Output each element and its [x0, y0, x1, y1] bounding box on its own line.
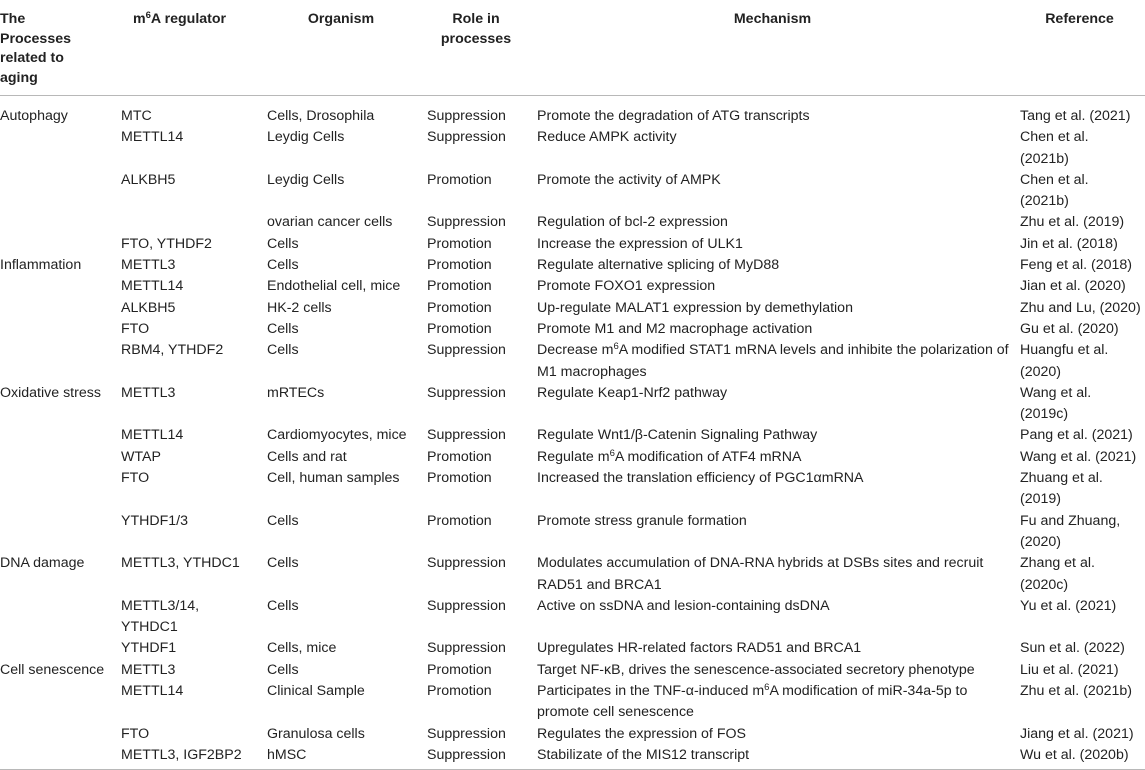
cell-process — [0, 212, 115, 233]
cell-process — [0, 724, 115, 745]
cell-reference: Wang et al. (2019c) — [1020, 384, 1092, 423]
cell-mechanism-sup: 6 — [764, 682, 770, 694]
cell-role: Promotion — [427, 299, 492, 316]
cell-process: Cell senescence — [0, 661, 105, 678]
table-row — [0, 276, 1145, 297]
cell-organism: Granulosa cells — [267, 725, 365, 742]
table-row — [0, 319, 1145, 340]
cell-reference: Chen et al. (2021b) — [1020, 171, 1089, 210]
cell-mechanism-text: A modified STAT1 mRNA levels and inhibite the polarization of M1 macrophages — [537, 342, 1009, 380]
cell-mechanism: Promote stress granule formation — [537, 512, 747, 529]
cell-mechanism: Regulation of bcl-2 expression — [537, 214, 728, 231]
cell-reference: Sun et al. (2022) — [1020, 640, 1125, 657]
cell-organism: Cells and rat — [267, 448, 347, 465]
table-header — [0, 6, 1145, 96]
cell-regulator: METTL14 — [121, 683, 184, 700]
cell-reference: Liu et al. (2021) — [1020, 661, 1119, 678]
cell-regulator — [115, 212, 261, 233]
table-row — [0, 745, 1145, 770]
cell-role: Promotion — [427, 235, 492, 252]
cell-role: Suppression — [421, 745, 531, 770]
table-row — [0, 340, 1145, 383]
cell-process — [0, 447, 115, 468]
header-mechanism — [531, 6, 1014, 96]
cell-mechanism-prefix: Participates in the TNF-α-induced m — [537, 683, 765, 700]
cell-mechanism: Up-regulate MALAT1 expression by demethylation — [537, 299, 853, 316]
table-row — [0, 170, 1145, 213]
cell-process — [0, 276, 115, 297]
table-row — [0, 553, 1145, 596]
cell-process — [0, 298, 115, 319]
table-row — [0, 96, 1145, 128]
cell-reference: Zhang et al. (2020c) — [1020, 555, 1095, 593]
cell-regulator: FTO, YTHDF2 — [121, 235, 212, 252]
cell-role: Suppression — [427, 640, 506, 657]
table-row — [0, 383, 1145, 426]
cell-mechanism-prefix: Decrease m — [537, 342, 614, 359]
cell-mechanism: Upregulates HR-related factors RAD51 and BRCA1 — [537, 640, 862, 657]
header-regulator-sup: 6 — [145, 10, 151, 21]
cell-regulator: YTHDF1 — [121, 640, 177, 657]
cell-organism: Cells — [267, 320, 299, 337]
cell-mechanism — [531, 447, 1014, 468]
cell-organism: Cells — [267, 235, 299, 252]
cell-organism: Cells — [267, 555, 299, 572]
cell-organism: Leydig Cells — [267, 171, 345, 188]
header-organism-label: Organism — [307, 11, 375, 27]
header-regulator — [115, 6, 261, 96]
table-row — [0, 511, 1145, 554]
cell-mechanism: Promote M1 and M2 macrophage activation — [537, 320, 813, 337]
cell-organism: HK-2 cells — [267, 299, 332, 316]
cell-role: Suppression — [427, 214, 506, 231]
cell-mechanism — [531, 340, 1014, 383]
cell-process — [0, 681, 115, 724]
table-row — [0, 468, 1145, 511]
cell-mechanism: Promote the activity of AMPK — [537, 171, 721, 188]
cell-mechanism: Promote FOXO1 expression — [537, 278, 716, 295]
cell-reference: Huangfu et al. (2020) — [1020, 342, 1109, 380]
cell-reference: Feng et al. (2018) — [1020, 257, 1132, 274]
cell-role: Promotion — [427, 512, 492, 529]
cell-role: Suppression — [427, 342, 506, 359]
cell-mechanism: Reduce AMPK activity — [537, 129, 677, 146]
cell-regulator: METTL3/14, YTHDC1 — [121, 597, 200, 636]
cell-reference: Jin et al. (2018) — [1020, 235, 1118, 252]
header-process — [0, 6, 115, 96]
cell-reference: Zhu et al. (2021b) — [1020, 683, 1132, 700]
cell-reference: Wu et al. (2020b) — [1014, 745, 1145, 770]
table-row — [0, 212, 1145, 233]
cell-regulator: MTC — [121, 108, 152, 124]
cell-mechanism-sup: 6 — [613, 341, 619, 353]
cell-regulator: METTL3 — [121, 661, 176, 678]
table-row — [0, 425, 1145, 446]
cell-role: Suppression — [427, 555, 506, 572]
cell-mechanism-text: A modification of ATF4 mRNA — [614, 448, 802, 465]
header-regulator-suffix: A regulator — [150, 11, 227, 27]
cell-organism: Clinical Sample — [267, 683, 365, 700]
cell-process — [0, 319, 115, 340]
cell-role: Suppression — [427, 427, 506, 444]
cell-regulator: YTHDF1/3 — [121, 512, 189, 529]
cell-organism: Cells, Drosophila — [267, 108, 375, 124]
cell-role: Suppression — [427, 108, 506, 124]
cell-organism: hMSC — [261, 745, 421, 770]
cell-mechanism: Increased the translation efficiency of PGC1αmRNA — [537, 470, 864, 487]
cell-mechanism: Regulate alternative splicing of MyD88 — [537, 257, 780, 274]
table-row — [0, 298, 1145, 319]
cell-organism: Endothelial cell, mice — [267, 278, 401, 295]
cell-organism: Leydig Cells — [267, 129, 345, 146]
cell-reference: Wang et al. (2021) — [1020, 448, 1137, 465]
cell-regulator: METTL3, YTHDC1 — [121, 555, 240, 572]
cell-process — [0, 511, 115, 554]
cell-role: Suppression — [427, 129, 506, 146]
cell-reference: Jiang et al. (2021) — [1020, 725, 1134, 742]
table-row — [0, 724, 1145, 745]
cell-reference: Zhu and Lu, (2020) — [1020, 299, 1141, 316]
cell-process — [0, 425, 115, 446]
aging-m6a-table — [0, 6, 1145, 770]
cell-mechanism-text: A modification of miR-34a-5p to promote cell senescence — [537, 683, 968, 721]
cell-reference: Tang et al. (2021) — [1020, 108, 1131, 124]
table-row — [0, 234, 1145, 255]
cell-organism: Cell, human samples — [267, 470, 400, 487]
header-regulator-prefix: m — [133, 11, 146, 27]
cell-organism: Cells, mice — [267, 640, 337, 657]
cell-mechanism: Modulates accumulation of DNA-RNA hybrids at DSBs sites and recruit RAD51 and BRCA1 — [537, 555, 984, 593]
cell-regulator: WTAP — [121, 448, 161, 465]
header-row — [0, 6, 1145, 96]
cell-reference: Jian et al. (2020) — [1020, 278, 1126, 295]
cell-mechanism: Increase the expression of ULK1 — [537, 235, 743, 252]
cell-role: Promotion — [427, 320, 492, 337]
cell-role: Promotion — [427, 661, 492, 678]
cell-organism: Cells — [267, 661, 299, 678]
cell-mechanism-sup: 6 — [609, 447, 615, 459]
cell-regulator: RBM4, YTHDF2 — [121, 342, 224, 359]
cell-regulator: FTO — [121, 320, 150, 337]
cell-reference: Chen et al. (2021b) — [1020, 129, 1089, 167]
cell-role: Suppression — [427, 725, 506, 742]
cell-reference: Zhu et al. (2019) — [1020, 214, 1125, 231]
cell-mechanism-prefix: Regulate m — [537, 448, 610, 465]
cell-reference: Fu and Zhuang, (2020) — [1020, 512, 1121, 550]
cell-mechanism: Regulate Keap1-Nrf2 pathway — [537, 384, 728, 401]
cell-process — [0, 638, 115, 659]
table-body — [0, 96, 1145, 770]
cell-organism: Cardiomyocytes, mice — [267, 427, 407, 444]
cell-process — [0, 127, 115, 170]
table-row — [0, 638, 1145, 659]
header-role — [421, 6, 531, 96]
table-row — [0, 127, 1145, 170]
cell-process — [0, 468, 115, 511]
cell-process — [0, 596, 115, 639]
cell-regulator: METTL14 — [121, 129, 184, 146]
cell-organism: Cells — [267, 257, 299, 274]
cell-process: Inflammation — [0, 257, 82, 274]
cell-organism: Cells — [267, 597, 299, 614]
cell-mechanism: Promote the degradation of ATG transcripts — [537, 108, 810, 124]
cell-organism: Cells — [267, 342, 299, 359]
cell-process — [0, 340, 115, 383]
cell-process: Oxidative stress — [0, 384, 101, 401]
cell-regulator: FTO — [121, 725, 150, 742]
table-row — [0, 660, 1145, 681]
cell-process — [0, 170, 115, 213]
cell-role: Promotion — [427, 448, 492, 465]
cell-role: Promotion — [427, 171, 492, 188]
cell-regulator: METTL3, IGF2BP2 — [115, 745, 261, 770]
cell-reference: Gu et al. (2020) — [1020, 320, 1119, 337]
cell-role: Promotion — [427, 683, 492, 700]
cell-mechanism: Stabilizate of the MIS12 transcript — [531, 745, 1014, 770]
cell-process: Autophagy — [0, 108, 68, 124]
cell-role: Promotion — [427, 257, 492, 274]
cell-regulator: METTL3 — [121, 257, 176, 274]
header-reference — [1014, 6, 1145, 96]
cell-organism: Cells — [267, 512, 299, 529]
cell-regulator: ALKBH5 — [121, 171, 176, 188]
cell-reference: Yu et al. (2021) — [1020, 597, 1117, 614]
cell-regulator: METTL14 — [121, 278, 184, 295]
cell-role: Suppression — [427, 597, 506, 614]
cell-reference: Zhuang et al. (2019) — [1020, 470, 1103, 508]
cell-role: Promotion — [427, 278, 492, 295]
table-row — [0, 596, 1145, 639]
cell-regulator: METTL14 — [121, 427, 184, 444]
header-process-label: The Processes related to aging — [0, 11, 71, 86]
cell-organism: mRTECs — [267, 384, 325, 401]
cell-regulator: ALKBH5 — [121, 299, 176, 316]
table-row — [0, 681, 1145, 724]
table-row — [0, 447, 1145, 468]
cell-process — [0, 745, 115, 770]
cell-regulator: METTL3 — [121, 384, 176, 401]
table-row — [0, 255, 1145, 276]
cell-role: Suppression — [427, 384, 506, 401]
cell-regulator: FTO — [121, 470, 150, 487]
cell-mechanism: Active on ssDNA and lesion-containing dsDNA — [537, 597, 830, 614]
header-role-label: Role in processes — [440, 11, 512, 47]
header-organism — [261, 6, 421, 96]
cell-mechanism: Regulate Wnt1/β-Catenin Signaling Pathway — [537, 427, 818, 444]
cell-reference: Pang et al. (2021) — [1020, 427, 1133, 444]
cell-process — [0, 234, 115, 255]
cell-mechanism: Regulates the expression of FOS — [537, 725, 746, 742]
cell-role: Promotion — [427, 470, 492, 487]
cell-mechanism: Target NF-κB, drives the senescence-associated secretory phenotype — [537, 661, 975, 678]
cell-mechanism — [531, 681, 1014, 724]
header-reference-label: Reference — [1045, 11, 1114, 27]
header-mechanism-label: Mechanism — [733, 11, 812, 27]
cell-process: DNA damage — [0, 555, 85, 572]
cell-organism: ovarian cancer cells — [267, 214, 393, 231]
